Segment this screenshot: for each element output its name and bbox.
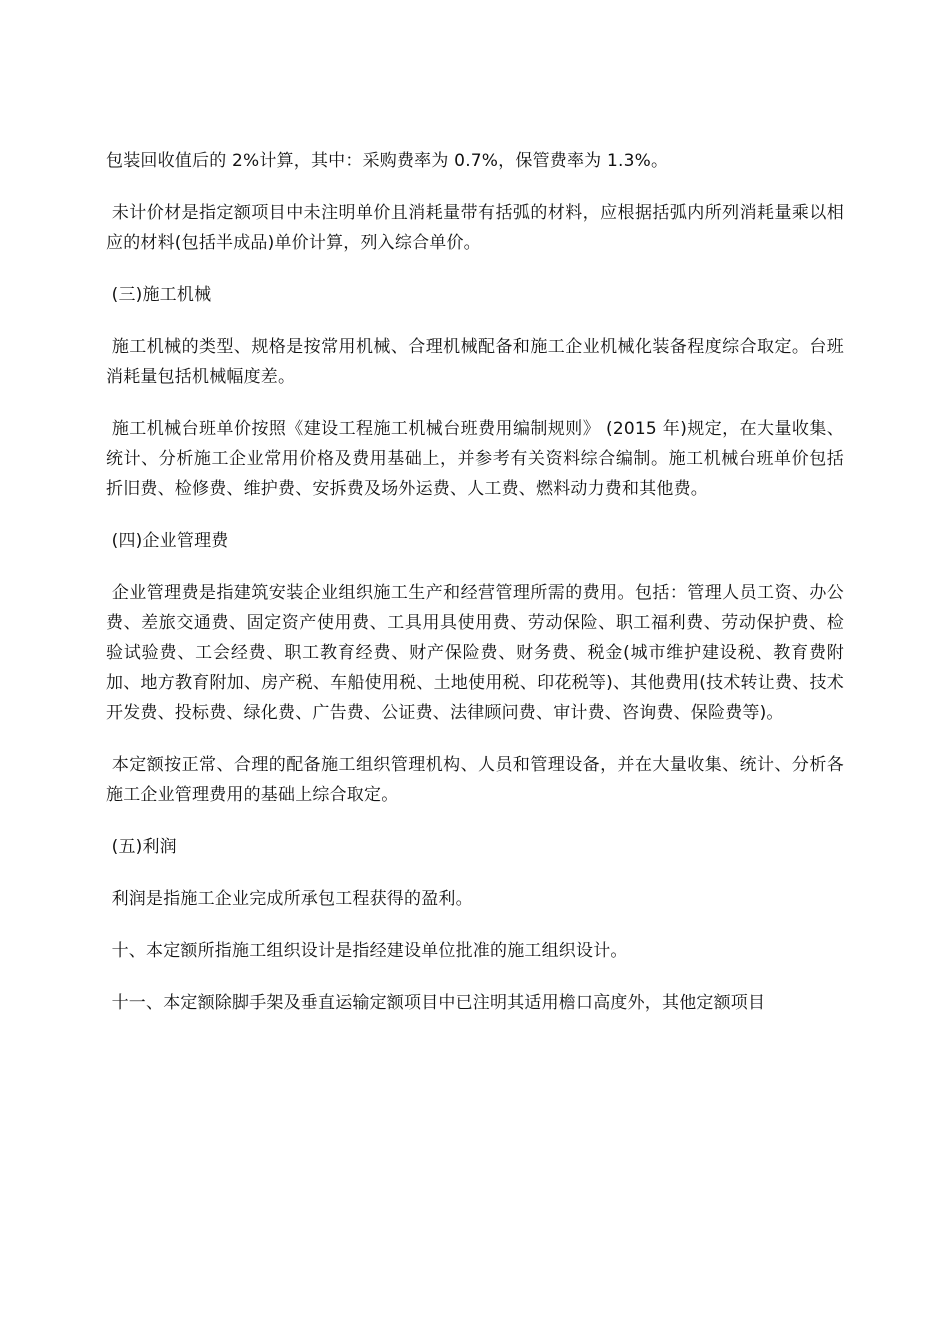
document-body (106, 146, 844, 1040)
paragraph-profit-definition: 利润是指施工企业完成所承包工程获得的盈利。 (106, 889, 473, 909)
heading-enterprise-management-fee: (四)企业管理费 (106, 531, 229, 551)
paragraph-item-ten: 十、本定额所指施工组织设计是指经建设单位批准的施工组织设计。 (106, 941, 628, 961)
heading-construction-machinery: (三)施工机械 (106, 285, 212, 305)
paragraph-management-fee-definition: 企业管理费是指建筑安装企业组织施工生产和经营管理所需的费用。包括：管理人员工资、办公费、差旅交通费、固定资产使用费、工具用具使用费、劳动保险、职工福利费、劳动保护费、检验试验费、工会经费、职工教育经费、财产保险费、财务费、税金(城市维护建设税、教育费附加、地方教育附加、房产税、车船使用税、土地使用税、印花税等)、其他费用(技术转让费、技术开发费、投标费、绿化费、广告费、公证费、法律顾问费、审计费、咨询费、保险费等)。 (106, 583, 844, 723)
paragraph-machinery-types: 施工机械的类型、规格是按常用机械、合理机械配备和施工企业机械化装备程度综合取定。台班消耗量包括机械幅度差。 (106, 337, 844, 387)
paragraph-machinery-unit-price: 施工机械台班单价按照《建设工程施工机械台班费用编制规则》 (2015 年)规定，在大量收集、统计、分析施工企业常用价格及费用基础上，并参考有关资料综合编制。施工机械台班单价包括折旧费、检修费、维护费、安拆费及场外运费、人工费、燃料动力费和其他费。 (106, 419, 844, 499)
paragraph-unpriced-material: 未计价材是指定额项目中未注明单价且消耗量带有括弧的材料，应根据括弧内所列消耗量乘以相应的材料(包括半成品)单价计算，列入综合单价。 (106, 203, 844, 253)
heading-profit: (五)利润 (106, 837, 177, 857)
paragraph-item-eleven: 十一、本定额除脚手架及垂直运输定额项目中已注明其适用檐口高度外，其他定额项目 (106, 993, 766, 1013)
paragraph-material-rate: 包装回收值后的 2%计算，其中：采购费率为 0.7%，保管费率为 1.3%。 (106, 151, 669, 171)
paragraph-management-fee-basis: 本定额按正常、合理的配备施工组织管理机构、人员和管理设备，并在大量收集、统计、分析各施工企业管理费用的基础上综合取定。 (106, 755, 844, 805)
